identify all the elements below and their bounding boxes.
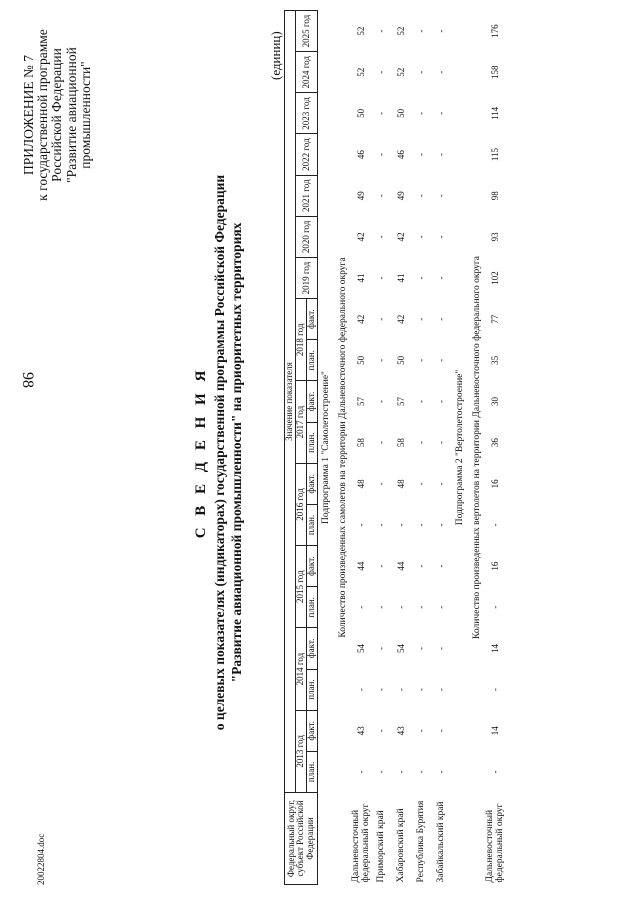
- value-cell: -: [436, 400, 447, 404]
- value-cell: -: [376, 729, 387, 733]
- appendix-line: "Развитие авиационной: [63, 47, 79, 183]
- value-cell: 50: [396, 108, 407, 118]
- value-cell: -: [376, 482, 387, 486]
- value-cell: 44: [356, 561, 367, 571]
- value-cell: -: [376, 276, 387, 280]
- value-cell: -: [376, 29, 387, 33]
- value-cell: 50: [356, 108, 367, 118]
- value-cell: -: [376, 688, 387, 692]
- value-cell: 54: [356, 643, 367, 653]
- region-name: Дальневосточный федеральный округ: [485, 803, 505, 883]
- value-cell: -: [436, 482, 447, 486]
- header-fact: факт.: [307, 628, 318, 669]
- header-year: 2021 год: [296, 175, 318, 216]
- value-cell: -: [416, 441, 427, 445]
- value-cell: -: [416, 235, 427, 239]
- header-year: 2016 год: [296, 463, 307, 545]
- header-year: 2014 год: [296, 628, 307, 710]
- value-cell: -: [436, 276, 447, 280]
- region-name: Дальневосточный федеральный округ: [351, 803, 371, 883]
- value-cell: -: [436, 153, 447, 157]
- value-cell: -: [490, 605, 501, 609]
- value-cell: 42: [356, 232, 367, 242]
- header-fact: факт.: [307, 710, 318, 751]
- units-label: (единиц): [268, 31, 283, 80]
- value-cell: -: [416, 564, 427, 568]
- header-year: 2015 год: [296, 546, 307, 628]
- value-cell: -: [436, 646, 447, 650]
- value-cell: -: [436, 194, 447, 198]
- doc-title: С В Е Д Е Н И Я: [193, 366, 209, 539]
- value-cell: 44: [396, 561, 407, 571]
- table-row: [432, 11, 452, 885]
- value-cell: -: [490, 523, 501, 527]
- value-cell: -: [376, 523, 387, 527]
- header-plan: план.: [307, 587, 318, 628]
- value-cell: 48: [396, 479, 407, 489]
- value-cell: 49: [356, 191, 367, 201]
- value-cell: 14: [490, 643, 501, 653]
- subprogram-1: Подпрограмма 1 "Самолетостроение": [320, 371, 331, 524]
- value-cell: 46: [396, 150, 407, 160]
- value-cell: 114: [490, 106, 501, 121]
- value-cell: -: [416, 482, 427, 486]
- table-row: [412, 11, 432, 885]
- value-cell: 102: [490, 271, 501, 285]
- value-cell: -: [416, 400, 427, 404]
- value-cell: -: [356, 688, 367, 692]
- value-cell: 42: [396, 232, 407, 242]
- doc-subtitle: о целевых показателях (индикаторах) государственной программы Российской Федерации: [212, 174, 227, 731]
- header-year: 2020 год: [296, 216, 318, 257]
- value-cell: -: [396, 523, 407, 527]
- value-cell: 14: [490, 726, 501, 736]
- table-row: [486, 11, 506, 885]
- value-cell: -: [376, 317, 387, 321]
- region-name: Республика Бурятия: [416, 800, 427, 883]
- rows-airplanes: [352, 11, 452, 885]
- header-plan: план.: [307, 669, 318, 710]
- appendix-line: промышленности": [77, 61, 93, 169]
- value-cell: -: [376, 770, 387, 774]
- rows-helicopters: [486, 11, 506, 885]
- value-cell: -: [416, 770, 427, 774]
- header-year: 2025 год: [296, 11, 318, 52]
- value-cell: 50: [356, 355, 367, 365]
- header-year: 2018 год: [296, 299, 307, 381]
- value-cell: 43: [356, 726, 367, 736]
- value-cell: -: [436, 111, 447, 115]
- page-number: 98: [19, 372, 36, 388]
- value-cell: -: [416, 29, 427, 33]
- header-fact: факт.: [307, 546, 318, 587]
- value-cell: -: [376, 153, 387, 157]
- header-year: 2017 год: [296, 381, 307, 463]
- value-cell: 52: [396, 67, 407, 77]
- value-cell: -: [416, 523, 427, 527]
- value-cell: -: [396, 605, 407, 609]
- value-cell: -: [416, 605, 427, 609]
- value-cell: 48: [356, 479, 367, 489]
- value-cell: -: [356, 770, 367, 774]
- value-cell: -: [436, 688, 447, 692]
- appendix-line: к государственной программе: [35, 29, 51, 201]
- value-cell: -: [376, 235, 387, 239]
- value-cell: -: [436, 441, 447, 445]
- value-cell: -: [376, 358, 387, 362]
- value-cell: 35: [490, 355, 501, 365]
- value-cell: -: [416, 194, 427, 198]
- region-name: Хабаровский край: [396, 808, 407, 883]
- value-cell: -: [376, 441, 387, 445]
- appendix-line: ПРИЛОЖЕНИЕ № 7: [21, 54, 36, 176]
- value-cell: -: [396, 688, 407, 692]
- value-cell: -: [436, 358, 447, 362]
- region-name: Забайкальский край: [436, 801, 447, 883]
- header-region: Федеральный округ, субъект Российской Федерации: [285, 793, 318, 885]
- header-years-row: [296, 11, 307, 885]
- value-cell: 57: [396, 397, 407, 407]
- value-cell: 52: [396, 26, 407, 36]
- header-fact: факт.: [307, 463, 318, 504]
- value-cell: -: [436, 70, 447, 74]
- value-cell: -: [416, 729, 427, 733]
- value-cell: -: [436, 235, 447, 239]
- value-cell: -: [436, 770, 447, 774]
- value-cell: 41: [396, 273, 407, 283]
- value-cell: -: [356, 605, 367, 609]
- value-cell: -: [376, 400, 387, 404]
- value-cell: -: [376, 564, 387, 568]
- value-cell: 42: [356, 314, 367, 324]
- value-cell: -: [416, 317, 427, 321]
- value-cell: -: [376, 111, 387, 115]
- doc-subtitle-2: "Развитие авиационной промышленности" на приоритетных территориях: [229, 222, 244, 683]
- table-row: [392, 11, 412, 885]
- value-cell: -: [490, 688, 501, 692]
- footer-code: 20022804.doc: [36, 833, 46, 885]
- value-cell: 115: [490, 148, 501, 162]
- value-cell: -: [436, 605, 447, 609]
- value-cell: -: [416, 153, 427, 157]
- appendix-block: [22, 10, 93, 220]
- value-cell: -: [396, 770, 407, 774]
- header-year: 2013 год: [296, 710, 307, 792]
- value-cell: -: [436, 317, 447, 321]
- value-cell: -: [356, 523, 367, 527]
- value-cell: -: [436, 564, 447, 568]
- header-plan: план.: [307, 504, 318, 545]
- value-cell: -: [376, 70, 387, 74]
- value-cell: 50: [396, 355, 407, 365]
- header-year: 2024 год: [296, 52, 318, 93]
- value-cell: 16: [490, 561, 501, 571]
- header-value: Значение показателя: [285, 11, 296, 793]
- value-cell: 58: [356, 438, 367, 448]
- value-cell: -: [436, 729, 447, 733]
- value-cell: 57: [356, 397, 367, 407]
- value-cell: 98: [490, 191, 501, 201]
- value-cell: -: [436, 523, 447, 527]
- header-year: 2022 год: [296, 134, 318, 175]
- value-cell: -: [490, 770, 501, 774]
- indicator-2: Количество произведенных вертолетов на территории Дальневосточного федерального округа: [471, 256, 482, 639]
- value-cell: 158: [490, 65, 501, 80]
- value-cell: -: [416, 688, 427, 692]
- value-cell: 49: [396, 191, 407, 201]
- indicator-1: Количество произведенных самолетов на территории Дальневосточного федерального округа: [337, 257, 348, 638]
- value-cell: 30: [490, 397, 501, 407]
- header-plan: план.: [307, 340, 318, 381]
- value-cell: 77: [490, 314, 501, 324]
- value-cell: 46: [356, 150, 367, 160]
- value-cell: -: [416, 111, 427, 115]
- value-cell: 36: [490, 438, 501, 448]
- value-cell: 16: [490, 479, 501, 489]
- value-cell: 43: [396, 726, 407, 736]
- value-cell: 54: [396, 643, 407, 653]
- appendix-line: Российской Федерации: [49, 48, 65, 182]
- header-plan: план.: [307, 751, 318, 792]
- value-cell: 41: [356, 273, 367, 283]
- value-cell: 58: [396, 438, 407, 448]
- subprogram-2: Подпрограмма 2 "Вертолетостроение": [454, 369, 465, 526]
- value-cell: -: [416, 646, 427, 650]
- value-cell: 176: [490, 24, 501, 38]
- header-year: 2023 год: [296, 93, 318, 134]
- value-cell: -: [376, 646, 387, 650]
- table-row: [352, 11, 372, 885]
- header-fact: факт.: [307, 299, 318, 340]
- value-cell: 52: [356, 26, 367, 36]
- value-cell: -: [376, 605, 387, 609]
- value-cell: -: [416, 70, 427, 74]
- value-cell: -: [416, 276, 427, 280]
- indicators-table: [284, 10, 506, 885]
- value-cell: -: [416, 358, 427, 362]
- value-cell: -: [436, 29, 447, 33]
- value-cell: 52: [356, 67, 367, 77]
- region-name: Приморский край: [376, 810, 387, 883]
- value-cell: 42: [396, 314, 407, 324]
- table-row: [372, 11, 392, 885]
- value-cell: -: [376, 194, 387, 198]
- value-cell: 93: [490, 232, 501, 242]
- header-year: 2019 год: [296, 257, 318, 298]
- header-plan: план.: [307, 422, 318, 463]
- header-fact: факт.: [307, 381, 318, 422]
